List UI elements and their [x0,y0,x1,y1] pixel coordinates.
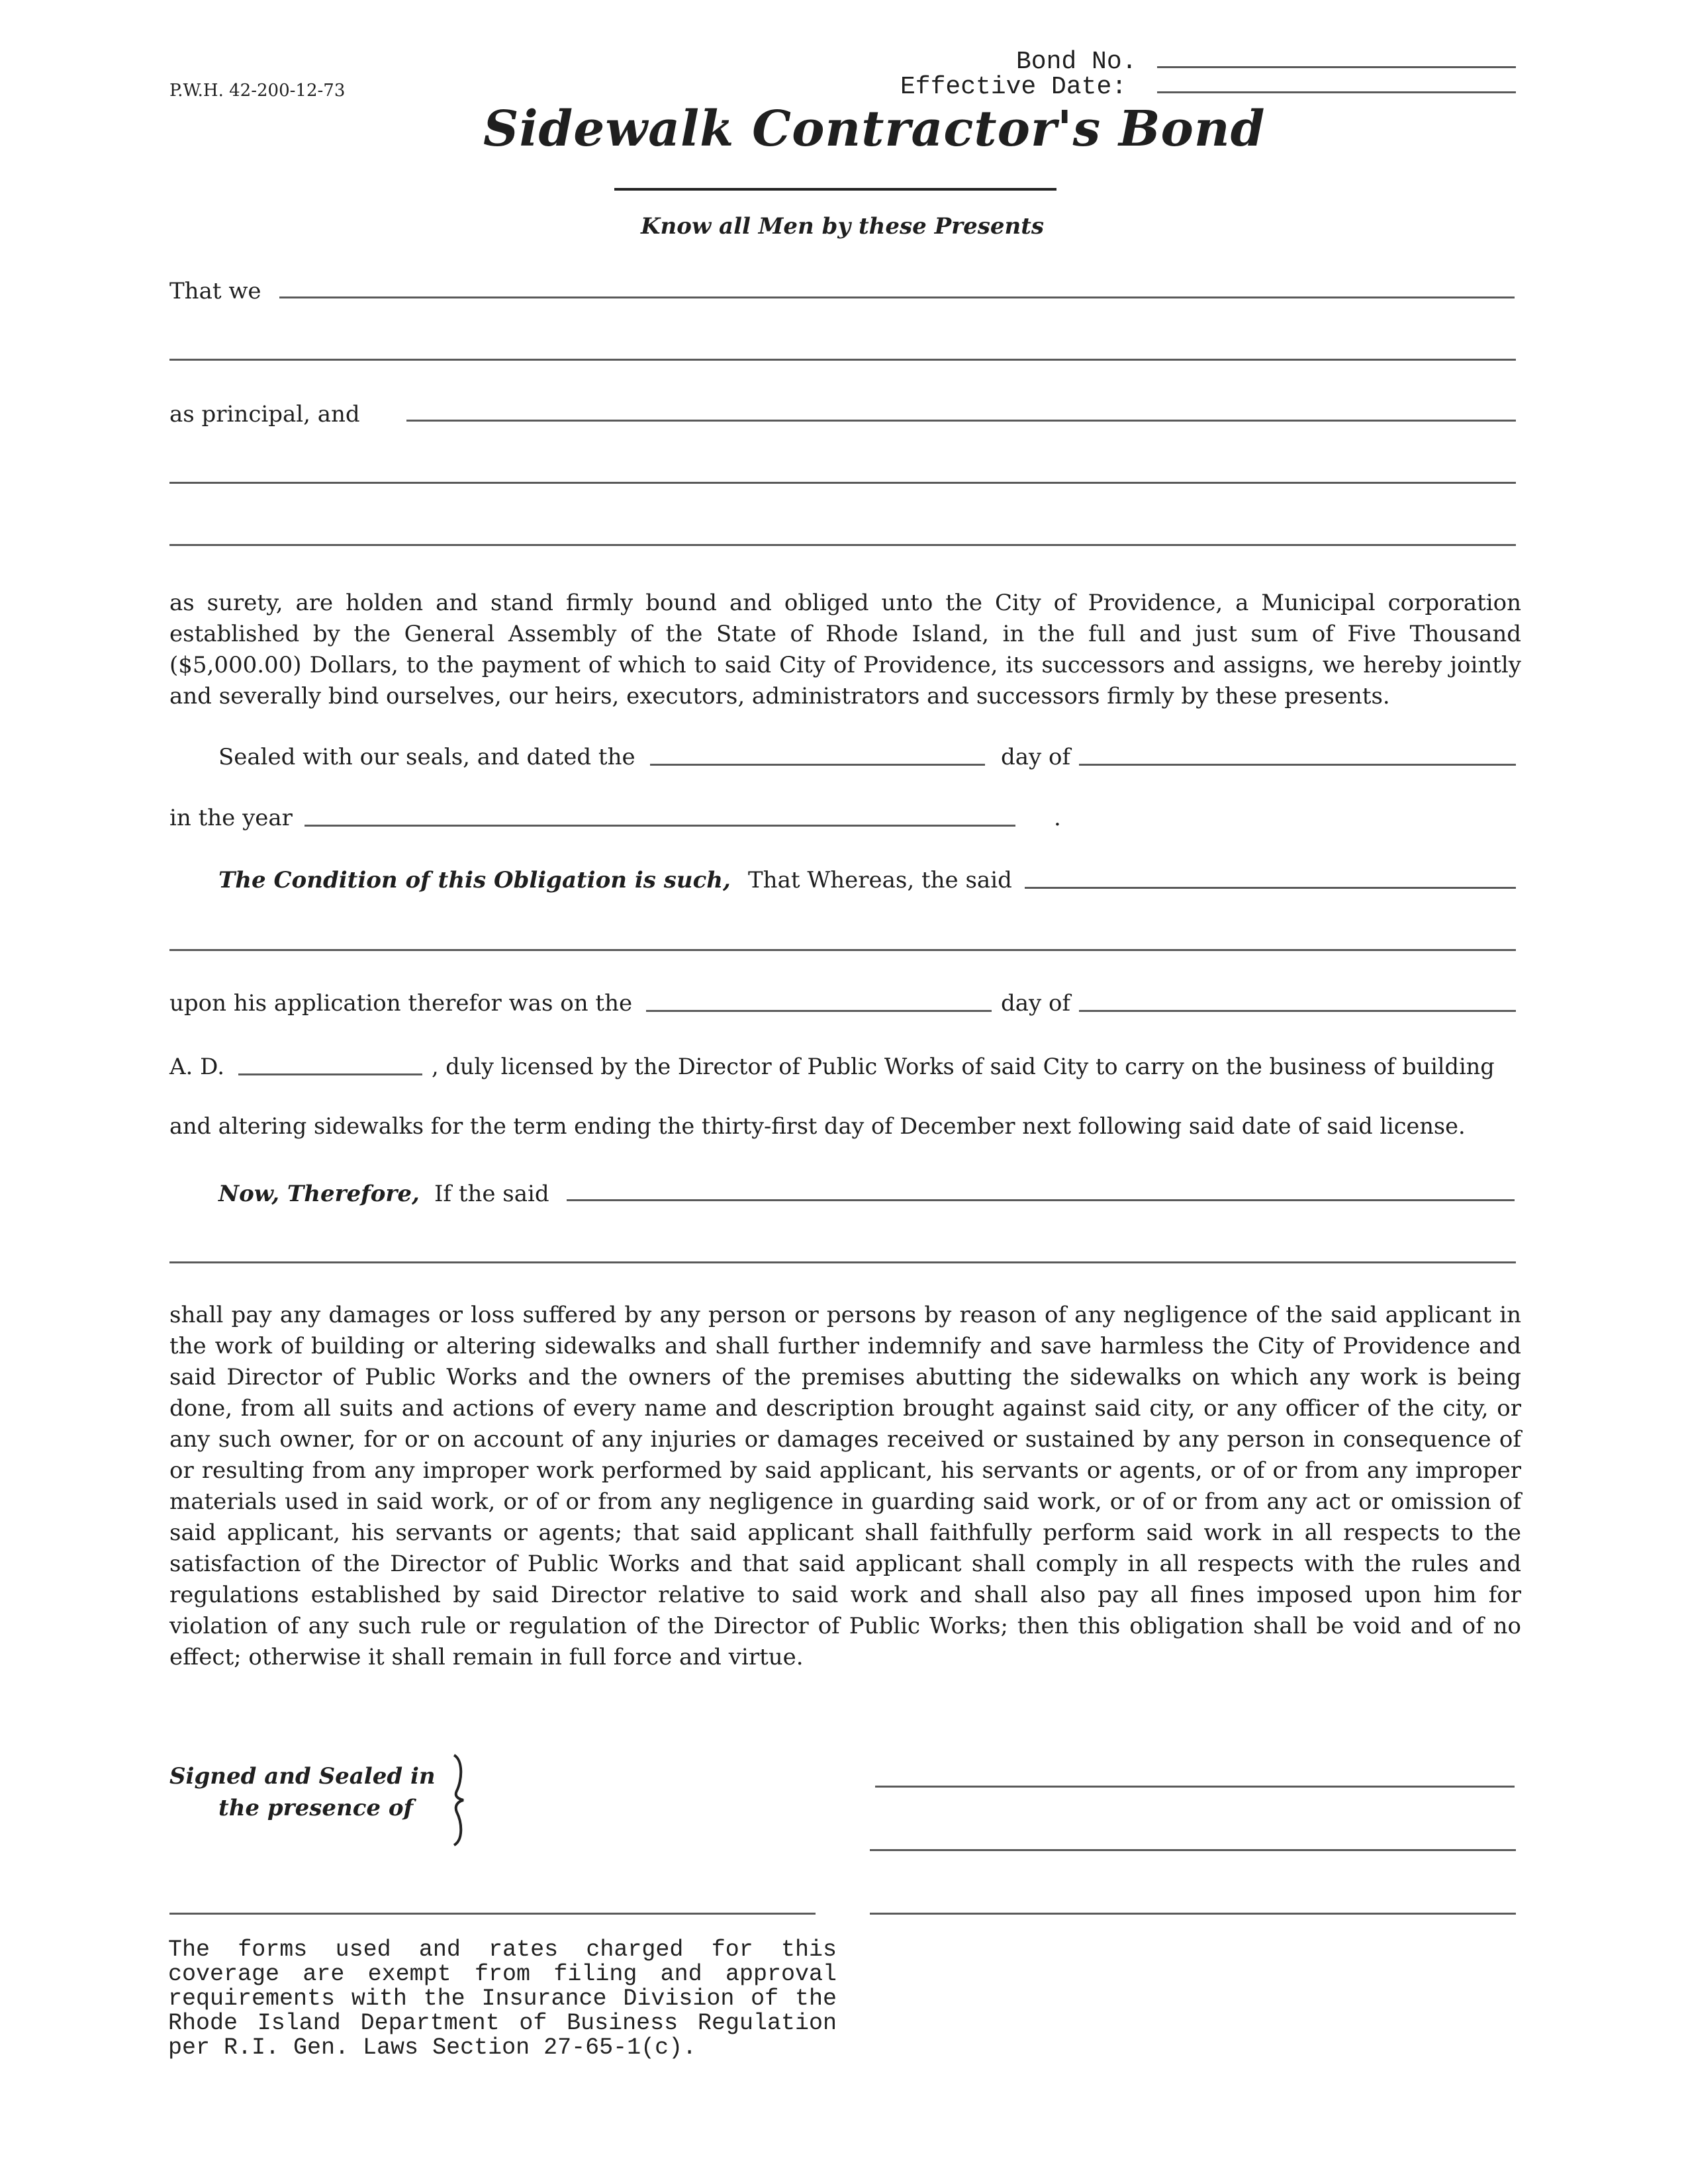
effective-date-label: Effective Date: [900,73,1127,101]
dated-month-field[interactable] [1079,764,1516,766]
contractor-name-field-2[interactable] [169,1261,1516,1263]
principal-name-field[interactable] [279,296,1515,298]
form-number: P.W.H. 42-200-12-73 [169,81,346,101]
that-we-label: That we [169,278,261,304]
signature-line-1[interactable] [875,1786,1515,1788]
bond-no-label: Bond No. [1016,48,1137,76]
contractor-name-field[interactable] [567,1199,1515,1201]
sealed-with-label: Sealed with our seals, and dated the [218,744,635,770]
bond-no-field[interactable] [1157,66,1516,68]
as-principal-label: as principal, and [169,401,360,428]
subtitle: Know all Men by these Presents [641,213,1045,240]
page-title: Sidewalk Contractor's Bond [483,101,1266,158]
applicant-name-field[interactable] [1025,887,1516,889]
principal-name-field-2[interactable] [169,359,1516,361]
now-therefore-heading: Now, Therefore, [218,1181,420,1207]
signed-sealed-label: Signed and Sealed in [169,1763,436,1790]
witness-signature-line[interactable] [169,1913,816,1915]
obligation-paragraph: shall pay any damages or loss suffered by any person or persons by reason of any negligence of the said applicant in the work of building or altering sidewalks and shall further indemnify and save harmless the City of Providence and said Director of Public Works and the owners of the premises abutting the sidewalks on which any work is being done, from all suits and actions of every name and description brought against said city, or any officer of the city, or any such owner, for or on account of any injuries or damages received or sustained by any person in consequence of or resulting from any improper work performed by said applicant, his servants or agents, or of or from any improper materials used in said work, or of or from any negligence in guarding said work, or of or from any act or omission of said applicant, his servants or agents; that said applicant shall faithfully perform said work in all respects to the satisfaction of the Director of Public Works and that said applicant shall comply in all respects with the rules and regulations established by said Director relative to said work and shall also pay all fines imposed upon him for violation of any such rule or regulation of the Director of Public Works; then this obligation shall be void and of no effect; otherwise it shall remain in full force and virtue. [169,1302,1521,1670]
year-field[interactable] [305,825,1015,827]
signature-line-2[interactable] [870,1849,1516,1851]
title-rule [614,188,1056,191]
year-period: . [1054,805,1061,831]
day-of-label: day of [1001,744,1071,770]
effective-date-field[interactable] [1157,91,1516,93]
ad-year-field[interactable] [238,1073,422,1075]
surety-name-field[interactable] [406,420,1516,422]
altering-text: and altering sidewalks for the term ending the thirty-first day of December next following said date of said license. [169,1113,1466,1139]
brace-icon [447,1754,474,1846]
ad-label: A. D. [169,1054,225,1080]
in-the-year-label: in the year [169,805,293,831]
license-month-field[interactable] [1079,1010,1516,1012]
upon-application-label: upon his application therefor was on the [169,990,633,1017]
signature-line-3[interactable] [870,1913,1516,1915]
surety-name-field-2[interactable] [169,482,1516,484]
condition-text: That Whereas, the said [748,867,1012,893]
if-the-said-label: If the said [434,1181,549,1207]
license-day-of-label: day of [1001,990,1071,1017]
presence-of-label: the presence of [218,1795,414,1821]
license-day-field[interactable] [646,1010,992,1012]
surety-paragraph: as surety, are holden and stand firmly bound and obliged unto the City of Providence, a Municipal corporation established by the General Assembly of the State of Rhode Island, in the full and just sum of Five Thousand ($5,000.00) Dollars, to the payment of which to said City of Providence, its successors and assigns, we hereby jointly and severally bind ourselves, our heirs, executors, administrators and successors firmly by these presents. [169,590,1521,709]
applicant-name-field-2[interactable] [169,949,1516,951]
condition-heading: The Condition of this Obligation is such, [218,867,731,893]
surety-name-field-3[interactable] [169,544,1516,546]
duly-licensed-text: , duly licensed by the Director of Public Works of said City to carry on the business of building [432,1054,1495,1079]
footer-note: The forms used and rates charged for this coverage are exempt from filing and approval requirements with the Insurance Division of the Rhode Island Department of Business Regulation per R.I. Gen. Laws Section 27-65-1(c). [168,1936,837,2061]
dated-day-field[interactable] [650,764,985,766]
